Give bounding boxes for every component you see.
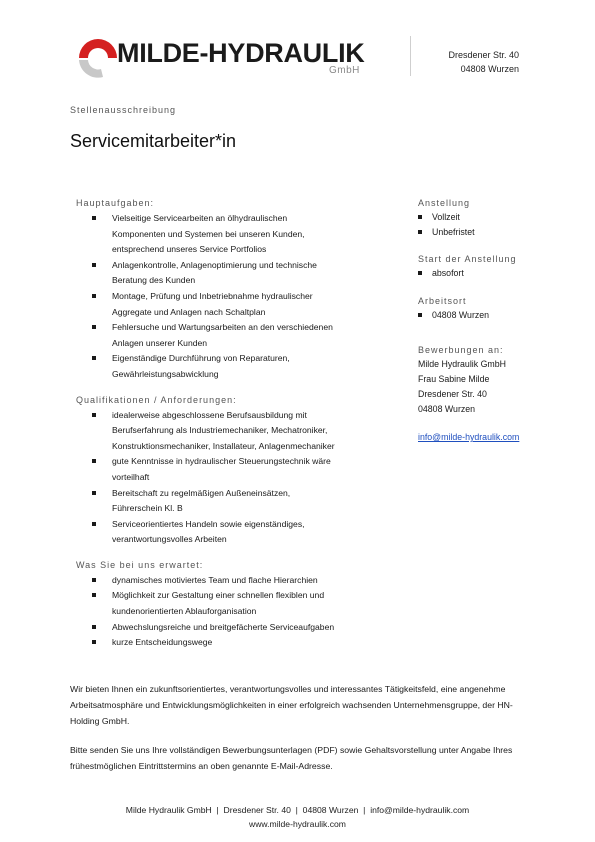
- list-item: Eigenständige Durchführung von Reparaturen, Gewährleistungsabwicklung: [112, 351, 396, 382]
- application-paragraph: Bitte senden Sie uns Ihre vollständigen Bewerbungsunterlagen (PDF) sowie Gehaltsvorstellung unter Angabe Ihres frühestmöglichen Eintrittstermins an oben genannte E-Mail-Adresse.: [70, 745, 513, 771]
- contact-street: Dresdener Str. 40: [418, 389, 487, 399]
- bullet-icon: [92, 491, 96, 495]
- logo-wordmark: MILDE-HYDRAULIK: [117, 38, 365, 68]
- section-heading: Hauptaufgaben:: [76, 198, 155, 208]
- section-hauptaufgaben: [76, 197, 396, 383]
- logo-mark-icon: [75, 34, 121, 80]
- header-address: [448, 48, 519, 76]
- section-angebot: [76, 559, 396, 651]
- task-list: [76, 211, 396, 383]
- email-link[interactable]: info@milde-hydraulik.com: [418, 432, 520, 442]
- bullet-icon: [92, 216, 96, 220]
- section-qualifikationen: [76, 394, 396, 548]
- list-item: Montage, Prüfung und Inbetriebnahme hydraulischer Aggregate und Anlagen nach Schaltplan: [112, 289, 396, 320]
- job-details: [76, 197, 396, 662]
- benefit-list: [76, 573, 396, 651]
- header-street: Dresdener Str. 40: [448, 50, 519, 60]
- document-type: Stellenausschreibung: [70, 105, 177, 115]
- offer-paragraph: Wir bieten Ihnen ein zukunftsorientiertes, verantwortungsvolles und interessantes Tätigkeitsfeld, eine angenehme Arbeitsatmosphäre und Entwicklungsmöglichkeiten in einer erfolgreich wachsenden Unternehmensgruppe, der HN-Holding GmbH.: [70, 684, 513, 726]
- bullet-icon: [92, 459, 96, 463]
- list-item: Vollzeit: [432, 210, 568, 225]
- bullet-icon: [418, 230, 422, 234]
- bullet-icon: [92, 263, 96, 267]
- bullet-icon: [92, 640, 96, 644]
- bullet-icon: [92, 625, 96, 629]
- list-item: Serviceorientiertes Handeln sowie eigenständiges, verantwortungsvolles Arbeiten: [112, 517, 396, 548]
- bullet-icon: [418, 215, 422, 219]
- list-item: 04808 Wurzen: [432, 308, 568, 323]
- bullet-icon: [92, 413, 96, 417]
- footer-contact: Milde Hydraulik GmbH | Dresdener Str. 40 | 04808 Wurzen | info@milde-hydraulik.com: [125, 805, 470, 815]
- section-heading: Qualifikationen / Anforderungen:: [76, 394, 237, 405]
- bullet-icon: [92, 593, 96, 597]
- list-item: Anlagenkontrolle, Anlagenoptimierung und technische Beratung des Kunden: [112, 258, 396, 289]
- sidebar-heading: Bewerbungen an:: [418, 345, 504, 355]
- page-footer: [0, 803, 595, 831]
- contact-person: Frau Sabine Milde: [418, 374, 490, 384]
- sidebar-heading: Anstellung: [418, 198, 471, 208]
- application-contact: [418, 344, 568, 442]
- contact-company: Milde Hydraulik GmbH: [418, 359, 506, 369]
- bullet-icon: [418, 271, 422, 275]
- logo-suffix: GmbH: [329, 65, 360, 76]
- list-item: dynamisches motiviertes Team und flache Hierarchien: [112, 573, 396, 589]
- page-header: [0, 0, 595, 90]
- list-item: Abwechslungsreiche und breitgefächerte Serviceaufgaben: [112, 620, 396, 636]
- list-item: Unbefristet: [432, 225, 568, 240]
- list-item: Vielseitige Servicearbeiten an ölhydraulischen Komponenten und Systemen bei unseren Kunden, entsprechend unseres Service Portfolios: [112, 211, 396, 258]
- header-divider: [410, 36, 411, 76]
- bullet-icon: [92, 578, 96, 582]
- sidebar-heading: Start der Anstellung: [418, 254, 517, 264]
- job-sidebar: [418, 197, 568, 456]
- list-item: gute Kenntnisse in hydraulischer Steuerungstechnik wäre vorteilhaft: [112, 454, 396, 485]
- company-logo: [75, 34, 375, 80]
- bullet-icon: [92, 356, 96, 360]
- bullet-icon: [418, 313, 422, 317]
- bullet-icon: [92, 294, 96, 298]
- list-item: Möglichkeit zur Gestaltung einer schnellen flexiblen und kundenorientierten Ablauforganisation: [112, 588, 396, 619]
- list-item: kurze Entscheidungswege: [112, 635, 396, 651]
- start-date: [418, 253, 568, 281]
- page-title: Servicemitarbeiter*in: [70, 131, 237, 151]
- bullet-icon: [92, 325, 96, 329]
- list-item: Fehlersuche und Wartungsarbeiten an den verschiedenen Anlagen unserer Kunden: [112, 320, 396, 351]
- sidebar-heading: Arbeitsort: [418, 295, 467, 306]
- work-location: [418, 295, 568, 323]
- employment-type: [418, 197, 568, 239]
- contact-city: 04808 Wurzen: [418, 404, 476, 414]
- list-item: Bereitschaft zu regelmäßigen Außeneinsätzen, Führerschein Kl. B: [112, 486, 396, 517]
- section-heading: Was Sie bei uns erwartet:: [76, 559, 204, 570]
- requirement-list: [76, 408, 396, 548]
- bullet-icon: [92, 522, 96, 526]
- header-city: 04808 Wurzen: [460, 64, 519, 74]
- list-item: idealerweise abgeschlossene Berufsausbildung mit Berufserfahrung als Industriemechaniker, Mechatroniker, Konstruktionsmechaniker, Installateur, Anlagenmechaniker: [112, 408, 396, 455]
- list-item: absofort: [432, 266, 568, 281]
- footer-website[interactable]: www.milde-hydraulik.com: [249, 819, 346, 829]
